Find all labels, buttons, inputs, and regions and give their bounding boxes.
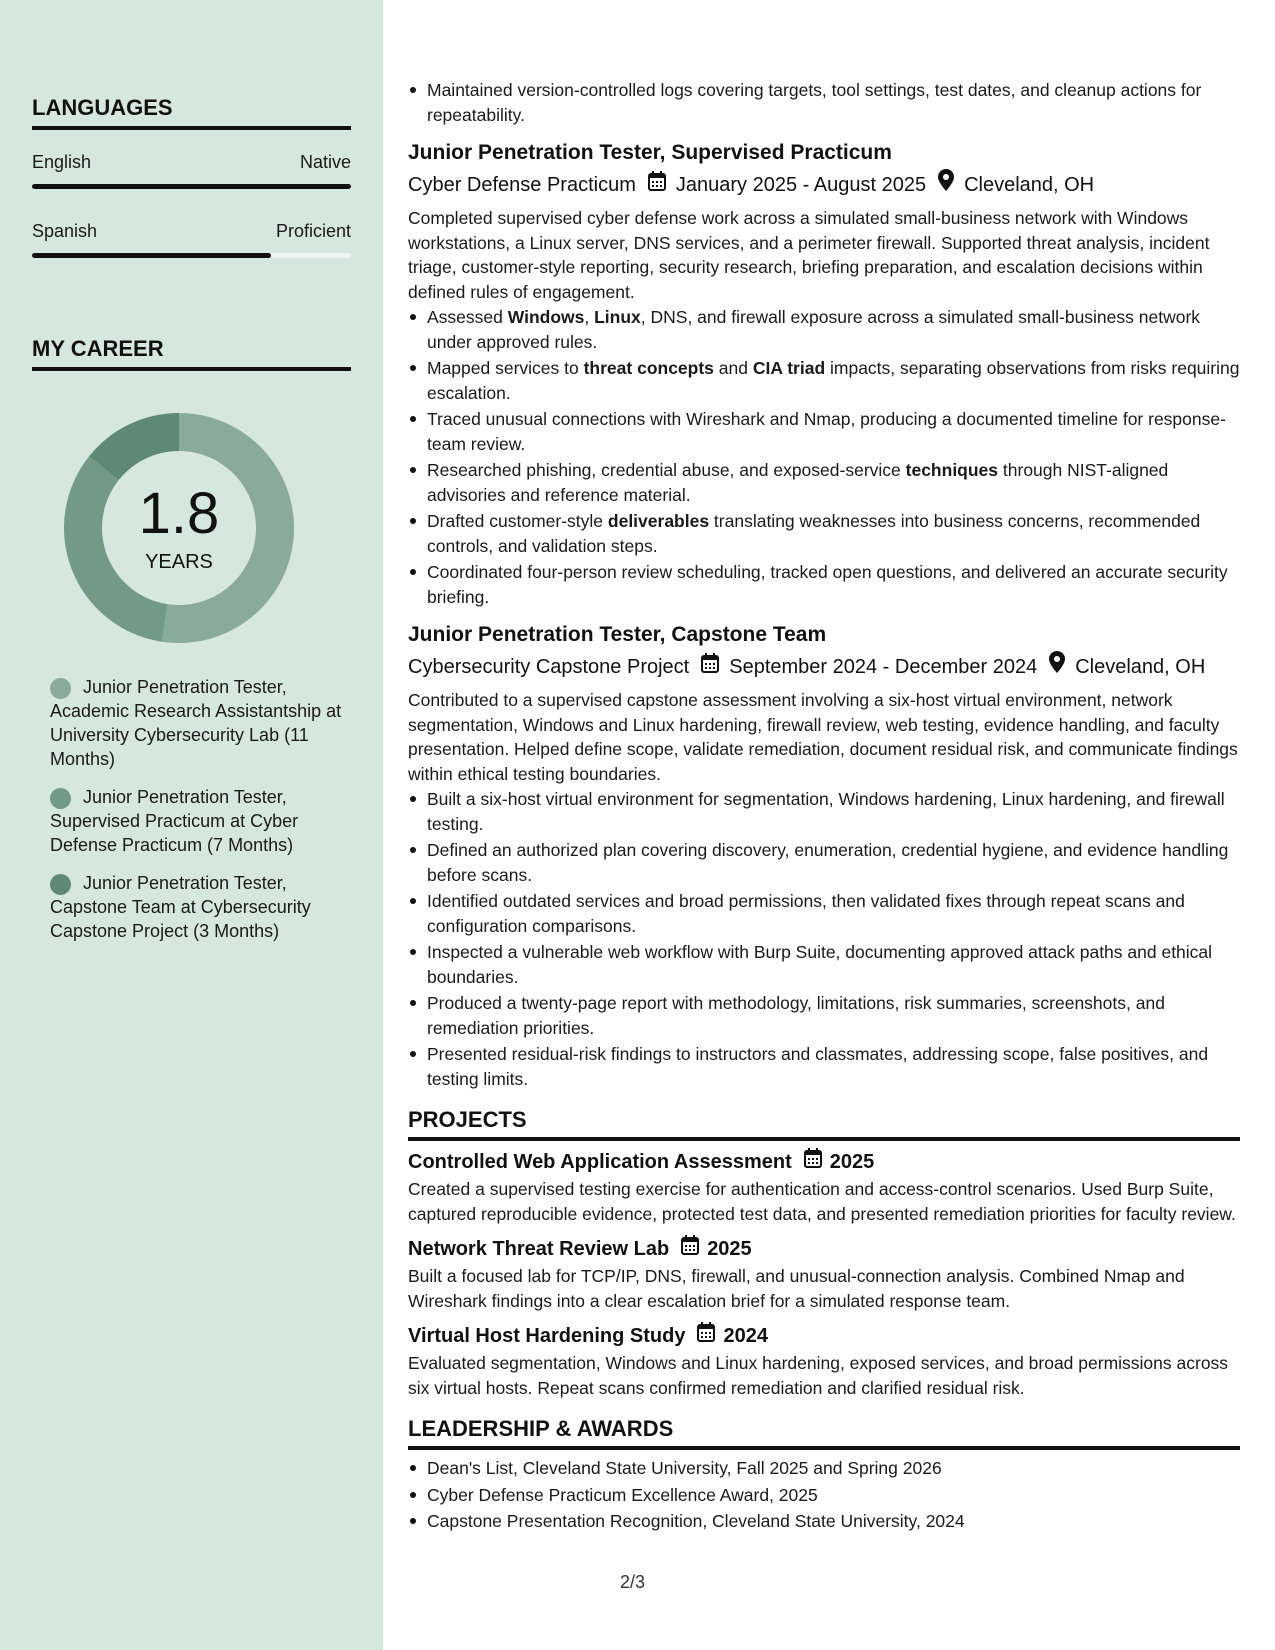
career-item: Junior Penetration Tester, Supervised Practicum at Cyber Defense Practicum (7 Months) xyxy=(50,787,299,855)
language-name: English xyxy=(32,152,92,172)
job-description: Contributed to a supervised capstone assessment involving a six-host virtual environment, network segmentation, Windows and Linux hardening, firewall review, web testing, evidence handling, and faculty presentation. Helped define scope, validate remediation, document residual risk, and communicate findings within ethical testing boundaries. xyxy=(408,690,1238,784)
calendar-icon xyxy=(697,1321,715,1351)
job-bullets xyxy=(408,305,1240,609)
job-title: Junior Penetration Tester, Capstone Team xyxy=(408,623,827,646)
career-list xyxy=(50,675,350,957)
award-item: Capstone Presentation Recognition, Cleveland State University, 2024 xyxy=(408,1509,1240,1534)
project-title: Network Threat Review Lab xyxy=(408,1238,670,1260)
project-description: Built a focused lab for TCP/IP, DNS, firewall, and unusual-connection analysis. Combined Nmap and Wireshark findings into a clear escalation brief for a simulated response team. xyxy=(408,1266,1185,1311)
job-organization: Cybersecurity Capstone Project xyxy=(408,655,690,678)
language-name: Spanish xyxy=(32,221,98,241)
bullet-item: Identified outdated services and broad permissions, then validated fixes through repeat scans and configuration comparisons. xyxy=(408,889,1240,938)
job-title: Junior Penetration Tester, Supervised Practicum xyxy=(408,141,892,164)
job-location: Cleveland, OH xyxy=(1075,655,1206,678)
job-description: Completed supervised cyber defense work across a simulated small-business network with Windows workstations, a Linux server, DNS services, and a perimeter firewall. Supported threat analysis, incident triage, customer-style reporting, security research, briefing preparation, and escalation decisions within defined rules of engagement. xyxy=(408,208,1210,302)
intro-bullets xyxy=(408,78,1240,127)
languages-rule xyxy=(32,126,351,130)
job-organization: Cyber Defense Practicum xyxy=(408,173,636,196)
calendar-icon xyxy=(701,652,719,682)
bullet-item: Maintained version-controlled logs covering targets, tool settings, test dates, and cleanup actions for repeatability. xyxy=(408,78,1240,127)
bullet-item: Researched phishing, credential abuse, and exposed-service techniques through NIST-aligned advisories and reference material. xyxy=(408,458,1240,507)
job-location: Cleveland, OH xyxy=(964,173,1095,196)
calendar-icon xyxy=(804,1147,822,1177)
language-row-english xyxy=(32,152,351,173)
bullet-item: Coordinated four-person review scheduling, tracked open questions, and delivered an accurate security briefing. xyxy=(408,560,1240,609)
career-item: Junior Penetration Tester, Academic Research Assistantship at University Cybersecurity Lab (11 Months) xyxy=(50,677,342,769)
awards-rule xyxy=(408,1446,1240,1450)
calendar-icon xyxy=(648,170,666,200)
page-number: 2/3 xyxy=(620,1572,646,1592)
bullet-item: Traced unusual connections with Wireshark and Nmap, producing a documented timeline for response-team review. xyxy=(408,407,1240,456)
language-bar-fill xyxy=(32,184,351,189)
main-content xyxy=(408,78,1240,1536)
career-heading: MY CAREER xyxy=(32,336,164,361)
map-pin-icon xyxy=(1049,651,1065,682)
bullet-item: Drafted customer-style deliverables translating weaknesses into business concerns, recommended controls, and validation steps. xyxy=(408,509,1240,558)
award-item: Dean's List, Cleveland State University, Fall 2025 and Spring 2026 xyxy=(408,1456,1240,1481)
job-entry xyxy=(408,139,1240,609)
bullet-item: Produced a twenty-page report with methodology, limitations, risk summaries, screenshots, and remediation priorities. xyxy=(408,991,1240,1040)
job-dates: September 2024 - December 2024 xyxy=(729,655,1038,678)
language-bar-fill xyxy=(32,253,271,258)
career-rule xyxy=(32,367,351,371)
project-description: Created a supervised testing exercise for authentication and access-control scenarios. Used Burp Suite, captured reproducible evidence, protected test data, and presented remediation priorities for faculty review. xyxy=(408,1179,1236,1224)
project-title: Controlled Web Application Assessment xyxy=(408,1151,792,1173)
job-meta xyxy=(408,169,1240,200)
language-level: Native xyxy=(299,152,351,172)
bullet-item: Defined an authorized plan covering discovery, enumeration, credential hygiene, and evidence handling before scans. xyxy=(408,838,1240,887)
calendar-icon xyxy=(681,1234,699,1264)
project-entry xyxy=(408,1234,1240,1313)
job-dates: January 2025 - August 2025 xyxy=(675,173,927,196)
job-meta xyxy=(408,651,1240,682)
project-title: Virtual Host Hardening Study xyxy=(408,1325,686,1347)
projects-heading: PROJECTS xyxy=(408,1107,527,1132)
map-pin-icon xyxy=(938,169,954,200)
project-year: 2025 xyxy=(707,1238,752,1260)
career-unit: YEARS xyxy=(145,551,213,573)
language-bar-spanish xyxy=(32,253,351,258)
project-title-row xyxy=(408,1321,1240,1351)
awards-heading: LEADERSHIP & AWARDS xyxy=(408,1416,674,1441)
bullet-item: Inspected a vulnerable web workflow with Burp Suite, documenting approved attack paths and ethical boundaries. xyxy=(408,940,1240,989)
bullet-item: Built a six-host virtual environment for segmentation, Windows hardening, Linux hardening, and firewall testing. xyxy=(408,787,1240,836)
languages-heading: LANGUAGES xyxy=(32,95,173,120)
bullet-item: Presented residual-risk findings to instructors and classmates, addressing scope, false positives, and testing limits. xyxy=(408,1042,1240,1091)
language-bar-english xyxy=(32,184,351,189)
job-entry xyxy=(408,621,1240,1091)
projects-rule xyxy=(408,1137,1240,1141)
project-entry xyxy=(408,1147,1240,1226)
project-year: 2025 xyxy=(829,1151,875,1173)
project-description: Evaluated segmentation, Windows and Linux hardening, exposed services, and broad permissions across six virtual hosts. Repeat scans confirmed remediation and clarified residual risk. xyxy=(408,1353,1229,1398)
project-title-row xyxy=(408,1234,1240,1264)
career-item: Junior Penetration Tester, Capstone Team at Cybersecurity Capstone Project (3 Months) xyxy=(50,873,311,941)
project-entry xyxy=(408,1321,1240,1400)
legend-dot xyxy=(50,788,71,809)
sidebar xyxy=(0,0,383,1650)
career-total-years: 1.8 xyxy=(138,481,220,546)
bullet-item: Assessed Windows, Linux, DNS, and firewall exposure across a simulated small-business network under approved rules. xyxy=(408,305,1240,354)
bullet-item: Mapped services to threat concepts and CIA triad impacts, separating observations from risks requiring escalation. xyxy=(408,356,1240,405)
job-bullets xyxy=(408,787,1240,1091)
legend-dot xyxy=(50,874,71,895)
language-row-spanish xyxy=(32,221,351,242)
project-year: 2024 xyxy=(723,1325,768,1347)
awards-list xyxy=(408,1456,1240,1534)
project-title-row xyxy=(408,1147,1240,1177)
award-item: Cyber Defense Practicum Excellence Award, 2025 xyxy=(408,1483,1240,1508)
language-level: Proficient xyxy=(275,221,351,241)
legend-dot xyxy=(50,678,71,699)
